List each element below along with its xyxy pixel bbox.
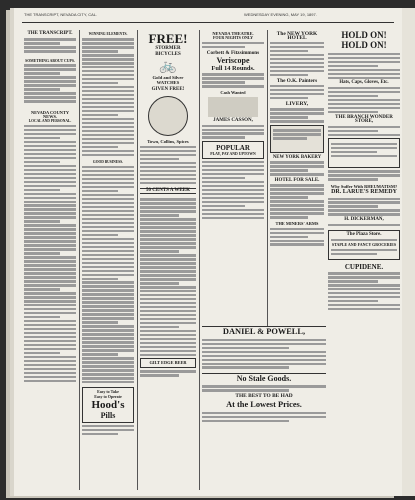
column-3 (140, 30, 196, 490)
adjacent-page-edge (402, 8, 415, 496)
ad-best-to-be-had: THE BEST TO BE HAD (235, 393, 293, 400)
ad-dickerman: H. DICKERMAN, (344, 216, 384, 222)
column-6 (328, 30, 400, 490)
ad-hold-on-1: HOLD ON! (341, 30, 387, 40)
ad-nights: FOUR NIGHTS ONLY (212, 35, 254, 41)
ad-hoods-tagline: Easy to Take Easy to Operate (94, 389, 122, 399)
ad-given-free: GIVEN FREE! (151, 87, 185, 92)
ad-rounds: Full 14 Rounds. (211, 64, 255, 72)
hardware-illustration (208, 97, 258, 117)
ad-theatre: NEVADA THEATRE. (212, 31, 254, 36)
ad-gilt-edge-text: GILT EDGE BEER (149, 360, 187, 366)
ad-livery: LIVERY, (285, 101, 309, 108)
ad-plaza-store (328, 230, 400, 260)
bicycle-icon: 🚲 (159, 58, 177, 74)
ad-plaza-name: The Plaza Store. (346, 232, 382, 238)
ad-no-stale-goods: No Stale Goods. (202, 373, 326, 384)
subhead-local: LOCAL AND PERSONAL. (28, 119, 72, 123)
ad-casson: JAMES CASSON, (213, 117, 253, 123)
ad-hoods-pills (82, 387, 134, 422)
ad-popular (202, 141, 264, 159)
column-2 (82, 30, 134, 490)
ad-hoods-pills-word: Pills (100, 410, 116, 420)
ad-larue: DR. LARUE'S REMEDY (331, 188, 397, 195)
clock-icon (148, 96, 188, 136)
ad-cupidene: CUPIDENE. (344, 262, 384, 271)
ad-popular-prices: PLAY, PAY AND UPTOWN (210, 151, 256, 156)
ad-lowest-prices: At the Lowest Prices. (226, 400, 302, 410)
ad-hoods-name: Hood's (91, 398, 125, 411)
newspaper-page (14, 8, 402, 496)
folio-left: THE TRANSCRIPT, NEVADA CITY, CAL. (24, 12, 98, 17)
ad-bakery: NEW YORK BAKERY (272, 154, 322, 160)
column-5 (270, 30, 324, 326)
ad-statement-box (328, 138, 400, 168)
header-rule (22, 22, 394, 23)
ad-hold-on-2: HOLD ON! (341, 40, 387, 50)
ad-daniel-powell: DANIEL & POWELL, (202, 326, 326, 337)
ad-stamps: Town, Collins, Spices (147, 139, 189, 145)
ad-popular-word: POPULAR (216, 143, 250, 152)
ad-painters: The O.K. Painters (276, 78, 318, 85)
column-1 (24, 30, 76, 490)
ad-hats: Hats, Caps, Gloves, Etc. (339, 79, 389, 85)
bottom-ad-block (202, 326, 326, 490)
ad-gilt-edge (140, 358, 196, 368)
headline-business: GOOD BUSINESS. (92, 160, 124, 165)
ad-bicycles: STORMER BICYCLES (155, 46, 181, 57)
ad-new-york-hotel: The NEW YORK HOTEL (276, 31, 318, 42)
headline-winning: WINNING ELEMENTS. (88, 32, 128, 36)
ad-miners-arms: THE MINERS' ARMS (275, 220, 319, 226)
folio-date: WEDNESDAY EVENING, MAY 19, 1897. (244, 12, 317, 17)
ad-cash-wanted: Cash Wanted (220, 89, 246, 95)
ad-veriscope: Veriscope (216, 55, 250, 65)
ad-rheumatism: Why Suffer With RHEUMATISM? (330, 183, 398, 189)
headline-county-news: NEVADA COUNTY NEWS. (30, 109, 70, 119)
masthead: THE TRANSCRIPT. (27, 31, 73, 36)
ad-branch-store: THE BRANCH WONDER STORE, (335, 114, 393, 125)
ad-corbett: Corbett & Fitzsimmons (206, 50, 260, 57)
ad-watches: Gold and Silver WATCHES (152, 75, 184, 85)
headline-cups: SOMETHING ABOUT CUPS. (25, 58, 75, 63)
ad-hotel-for-sale: HOTEL FOR SALE. (274, 177, 320, 183)
ad-free-heading: FREE! (148, 31, 188, 46)
ad-groceries: STAPLE AND FANCY GROCERIES (331, 241, 397, 247)
ad-cents-week: 50 CENTS A WEEK (140, 188, 196, 194)
ad-engraved-box (270, 125, 324, 153)
